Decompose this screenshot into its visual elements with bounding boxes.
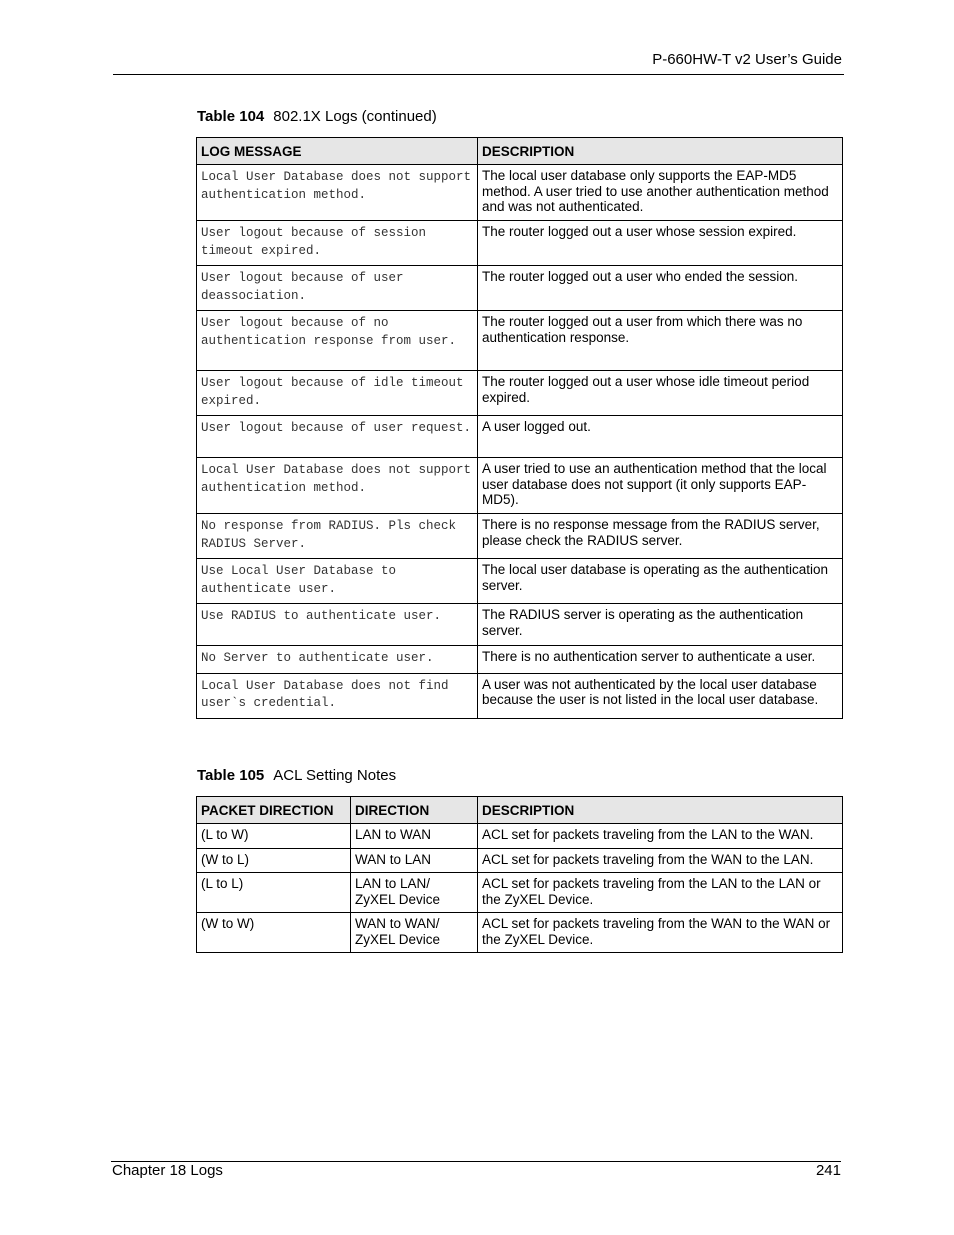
- packet-direction-cell: (W to W): [197, 913, 351, 953]
- table-105-title: ACL Setting Notes: [273, 767, 397, 784]
- table-104-caption: [197, 108, 437, 125]
- packet-direction-cell: (L to W): [197, 824, 351, 849]
- direction-cell: WAN to WAN/ ZyXEL Device: [351, 913, 478, 953]
- description-cell: The router logged out a user who ended the session.: [478, 266, 843, 311]
- description-cell: There is no authentication server to authenticate a user.: [478, 646, 843, 674]
- log-message-cell: No Server to authenticate user.: [197, 646, 478, 674]
- packet-direction-cell: (L to L): [197, 873, 351, 913]
- header-rule: [113, 74, 844, 75]
- table-acl-setting-notes: [196, 796, 843, 953]
- log-message-cell: User logout because of user request.: [197, 416, 478, 458]
- page-number: 241: [815, 1162, 841, 1179]
- description-cell: The router logged out a user whose idle timeout period expired.: [478, 371, 843, 416]
- description-cell: The local user database only supports the EAP-MD5 method. A user tried to use another authentication method and was not authenticated.: [478, 165, 843, 221]
- column-header-description: DESCRIPTION: [478, 797, 843, 824]
- table-header-row: [197, 138, 843, 165]
- running-header-title: P-660HW-T v2 User’s Guide: [652, 51, 842, 68]
- table-row: [197, 458, 843, 514]
- table-row: [197, 873, 843, 913]
- table-row: [197, 221, 843, 266]
- table-row: [197, 416, 843, 458]
- description-cell: The router logged out a user whose session expired.: [478, 221, 843, 266]
- log-message-cell: Local User Database does not support authentication method.: [197, 458, 478, 514]
- table-104-title: 802.1X Logs (continued): [273, 108, 437, 125]
- table-104-label: Table 104: [197, 108, 265, 125]
- table-row: [197, 646, 843, 674]
- log-message-cell: Use RADIUS to authenticate user.: [197, 604, 478, 646]
- description-cell: ACL set for packets traveling from the LAN to the WAN.: [478, 824, 843, 849]
- table-105-caption: [197, 767, 396, 784]
- table-row: [197, 913, 843, 953]
- packet-direction-cell: (W to L): [197, 848, 351, 873]
- log-message-cell: Use Local User Database to authenticate user.: [197, 559, 478, 604]
- table-802-1x-logs: [196, 137, 843, 719]
- table-row: [197, 266, 843, 311]
- description-cell: ACL set for packets traveling from the LAN to the LAN or the ZyXEL Device.: [478, 873, 843, 913]
- table-row: [197, 165, 843, 221]
- column-header-packet-direction: PACKET DIRECTION: [197, 797, 351, 824]
- log-message-cell: User logout because of user deassociation.: [197, 266, 478, 311]
- description-cell: A user logged out.: [478, 416, 843, 458]
- table-row: [197, 848, 843, 873]
- direction-cell: LAN to LAN/ ZyXEL Device: [351, 873, 478, 913]
- table-row: [197, 371, 843, 416]
- log-message-cell: User logout because of session timeout expired.: [197, 221, 478, 266]
- direction-cell: LAN to WAN: [351, 824, 478, 849]
- description-cell: ACL set for packets traveling from the WAN to the WAN or the ZyXEL Device.: [478, 913, 843, 953]
- column-header-description: DESCRIPTION: [478, 138, 843, 165]
- description-cell: The router logged out a user from which there was no authentication response.: [478, 311, 843, 371]
- description-cell: There is no response message from the RADIUS server, please check the RADIUS server.: [478, 514, 843, 559]
- description-cell: A user tried to use an authentication method that the local user database does not support (it only supports EAP-MD5).: [478, 458, 843, 514]
- log-message-cell: User logout because of idle timeout expired.: [197, 371, 478, 416]
- description-cell: A user was not authenticated by the local user database because the user is not listed in the local user database.: [478, 673, 843, 718]
- table-row: [197, 824, 843, 849]
- table-row: [197, 559, 843, 604]
- column-header-log-message: LOG MESSAGE: [197, 138, 478, 165]
- table-header-row: [197, 797, 843, 824]
- log-message-cell: User logout because of no authentication response from user.: [197, 311, 478, 371]
- table-row: [197, 514, 843, 559]
- log-message-cell: Local User Database does not support authentication method.: [197, 165, 478, 221]
- log-message-cell: Local User Database does not find user`s credential.: [197, 673, 478, 718]
- footer-chapter: Chapter 18 Logs: [112, 1162, 223, 1179]
- description-cell: ACL set for packets traveling from the WAN to the LAN.: [478, 848, 843, 873]
- description-cell: The local user database is operating as the authentication server.: [478, 559, 843, 604]
- table-row: [197, 311, 843, 371]
- table-row: [197, 673, 843, 718]
- direction-cell: WAN to LAN: [351, 848, 478, 873]
- table-105-label: Table 105: [197, 767, 265, 784]
- table-row: [197, 604, 843, 646]
- log-message-cell: No response from RADIUS. Pls check RADIUS Server.: [197, 514, 478, 559]
- column-header-direction: DIRECTION: [351, 797, 478, 824]
- description-cell: The RADIUS server is operating as the authentication server.: [478, 604, 843, 646]
